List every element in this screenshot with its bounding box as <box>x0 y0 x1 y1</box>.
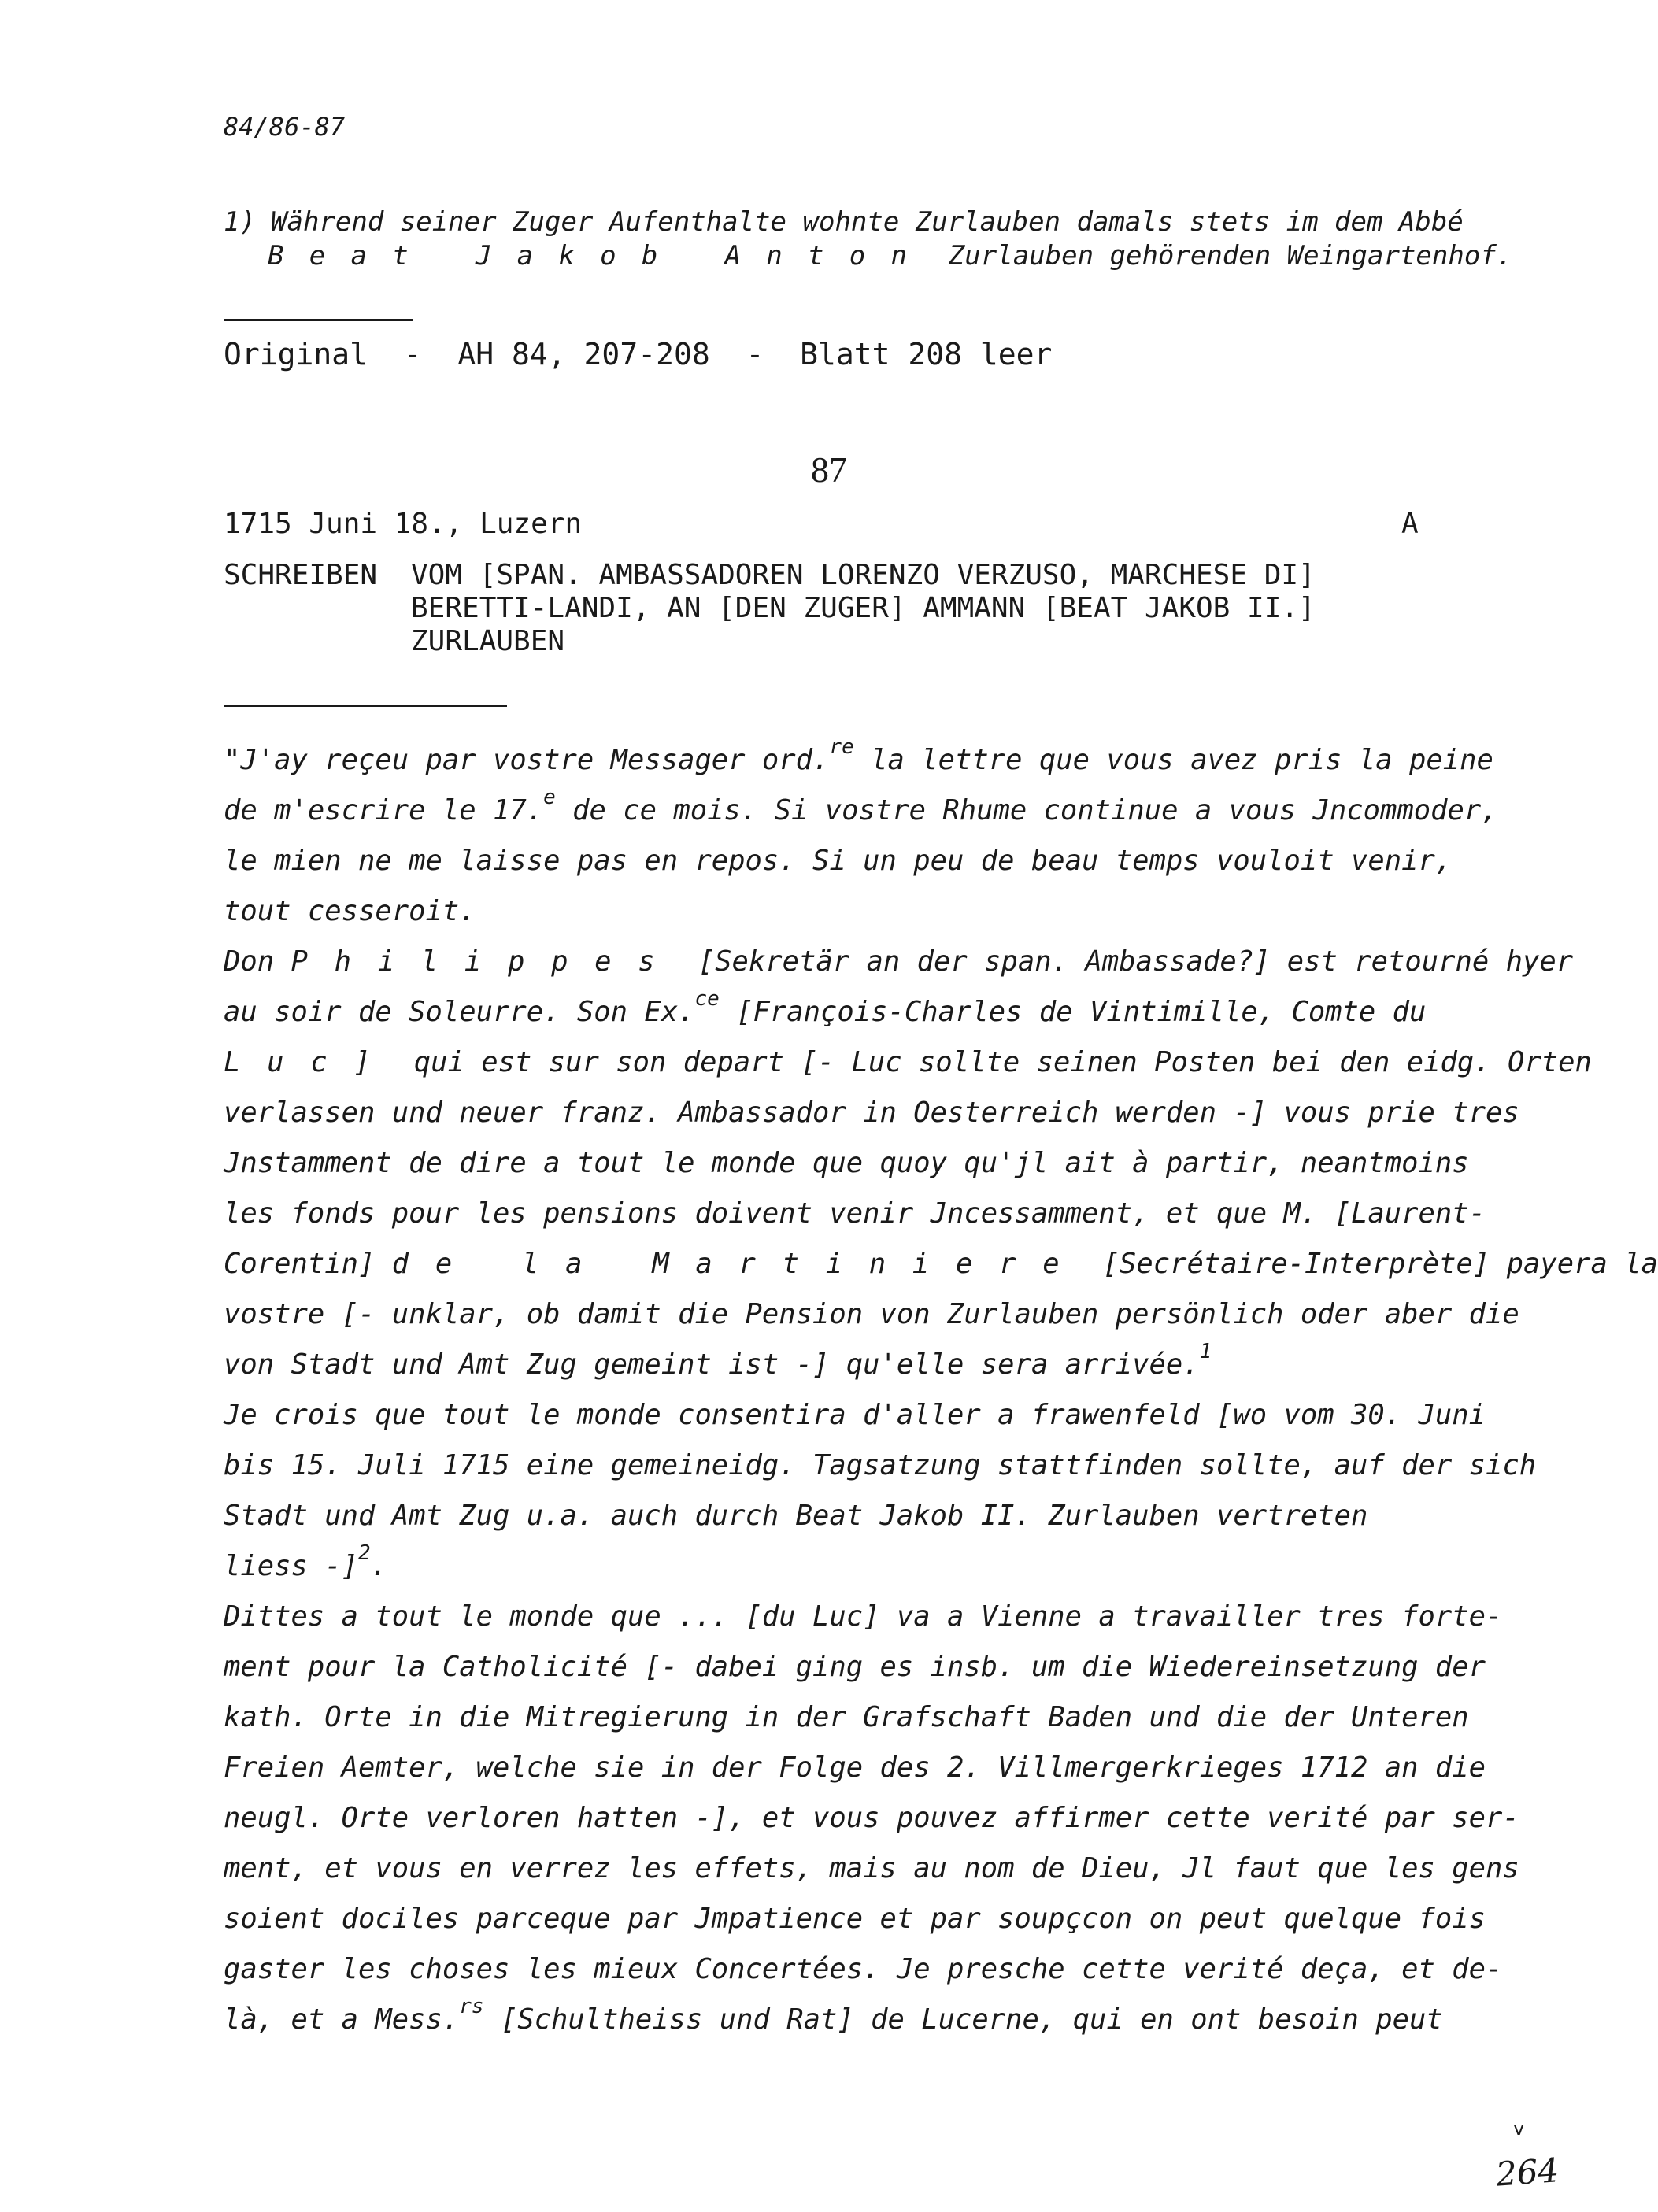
body-line: bis 15. Juli 1715 eine gemeineidg. Tagsatzung stattfinden sollte, auf der sich <box>224 1449 1537 1481</box>
body-line: là, et a Mess.$^{rs}$ [Schultheiss und Rat] de Lucerne, qui en ont besoin peut <box>224 1995 1443 2036</box>
body-line: liess -]$^2$. <box>224 1541 388 1582</box>
body-line: kath. Orte in die Mitregierung in der Grafschaft Baden und die der Unteren <box>224 1701 1469 1733</box>
source-line: Original - AH 84, 207-208 - Blatt 208 leer <box>224 337 1053 372</box>
body-line: au soir de Soleurre. Son Ex.$^{ce}$ [François-Charles de Vintimille, Comte du <box>224 987 1427 1028</box>
title-lead: SCHREIBEN <box>224 559 378 591</box>
divider-short <box>224 319 413 321</box>
body-line: verlassen und neuer franz. Ambassador in Oesterreich werden -] vous prie tres <box>224 1097 1519 1129</box>
body-line: Don Philippes [Sekretär an der span. Ambassade?] est retourné hyer <box>224 945 1574 978</box>
body-line: Je crois que tout le monde consentira d'aller a frawenfeld [wo vom 30. Juni <box>224 1399 1486 1431</box>
body-line: Freien Aemter, welche sie in der Folge des 2. Villmergerkrieges 1712 an die <box>224 1751 1486 1784</box>
body-line: tout cesseroit. <box>224 895 476 927</box>
body-line: le mien ne me laisse pas en repos. Si un peu de beau temps vouloit venir, <box>224 845 1453 877</box>
body-line: neugl. Orte verloren hatten -], et vous pouvez affirmer cette verité par ser- <box>224 1802 1519 1834</box>
body-line: Luc] qui est sur son depart [- Luc sollte seinen Posten bei den eidg. Orten <box>224 1046 1592 1078</box>
body-line: ment, et vous en verrez les effets, mais au nom de Dieu, Jl faut que les gens <box>224 1852 1519 1885</box>
footnote-line-2 <box>268 240 1512 272</box>
body-line: de m'escrire le 17.$^e$ de ce mois. Si vostre Rhume continue a vous Jncommoder, <box>224 786 1498 827</box>
body-line: Corentin] de la Martiniere [Secrétaire-Interprète] payera la <box>224 1248 1658 1280</box>
footnote-line-1: Während seiner Zuger Aufenthalte wohnte Zurlauben damals stets im dem Abbé <box>271 206 1464 238</box>
body-line: ment pour la Catholicité [- dabei ging es insb. um die Wiedereinsetzung der <box>224 1651 1486 1683</box>
title-line-3: ZURLAUBEN <box>411 625 565 657</box>
footnote-spaced-name: Beat Jakob Anton <box>268 240 933 272</box>
body-line: soient dociles parceque par Jmpatience et par soupçcon on peut quelque fois <box>224 1903 1486 1935</box>
title-line-1: VOM [SPAN. AMBASSADOREN LORENZO VERZUSO, MARCHESE DI] <box>411 559 1316 591</box>
margin-tick: v <box>1513 2118 1525 2140</box>
divider-title <box>224 705 507 707</box>
footnote-line-2-rest: Zurlauben gehörenden Weingartenhof. <box>948 240 1513 272</box>
document-type-letter: A <box>1401 508 1419 540</box>
body-line: Dittes a tout le monde que ... [du Luc] va a Vienne a travailler tres forte- <box>224 1600 1503 1633</box>
body-line: les fonds pour les pensions doivent venir Jncessamment, et que M. [Laurent- <box>224 1197 1486 1230</box>
footnote-marker: 1) <box>224 206 256 238</box>
title-line-2: BERETTI-LANDI, AN [DEN ZUGER] AMMANN [BEAT JAKOB II.] <box>411 592 1316 624</box>
date-place: 1715 Juni 18., Luzern <box>224 508 583 540</box>
body-line: Jnstamment de dire a tout le monde que quoy qu'jl ait à partir, neantmoins <box>224 1147 1469 1179</box>
body-line: Stadt und Amt Zug u.a. auch durch Beat Jakob II. Zurlauben vertreten <box>224 1500 1368 1532</box>
page-reference: 84/86-87 <box>224 112 346 142</box>
handwritten-page-number: 264 <box>1494 2151 1560 2194</box>
body-line: von Stadt und Amt Zug gemeint ist -] qu'elle sera arrivée.$^1$ <box>224 1340 1212 1381</box>
body-line: gaster les choses les mieux Concertées. Je presche cette verité deça, et de- <box>224 1953 1503 1985</box>
body-line: vostre [- unklar, ob damit die Pension von Zurlauben persönlich oder aber die <box>224 1298 1519 1330</box>
document-number: 87 <box>811 449 847 490</box>
body-line: "J'ay reçeu par vostre Messager ord.$^{re}$ la lettre que vous avez pris la peine <box>224 735 1493 776</box>
